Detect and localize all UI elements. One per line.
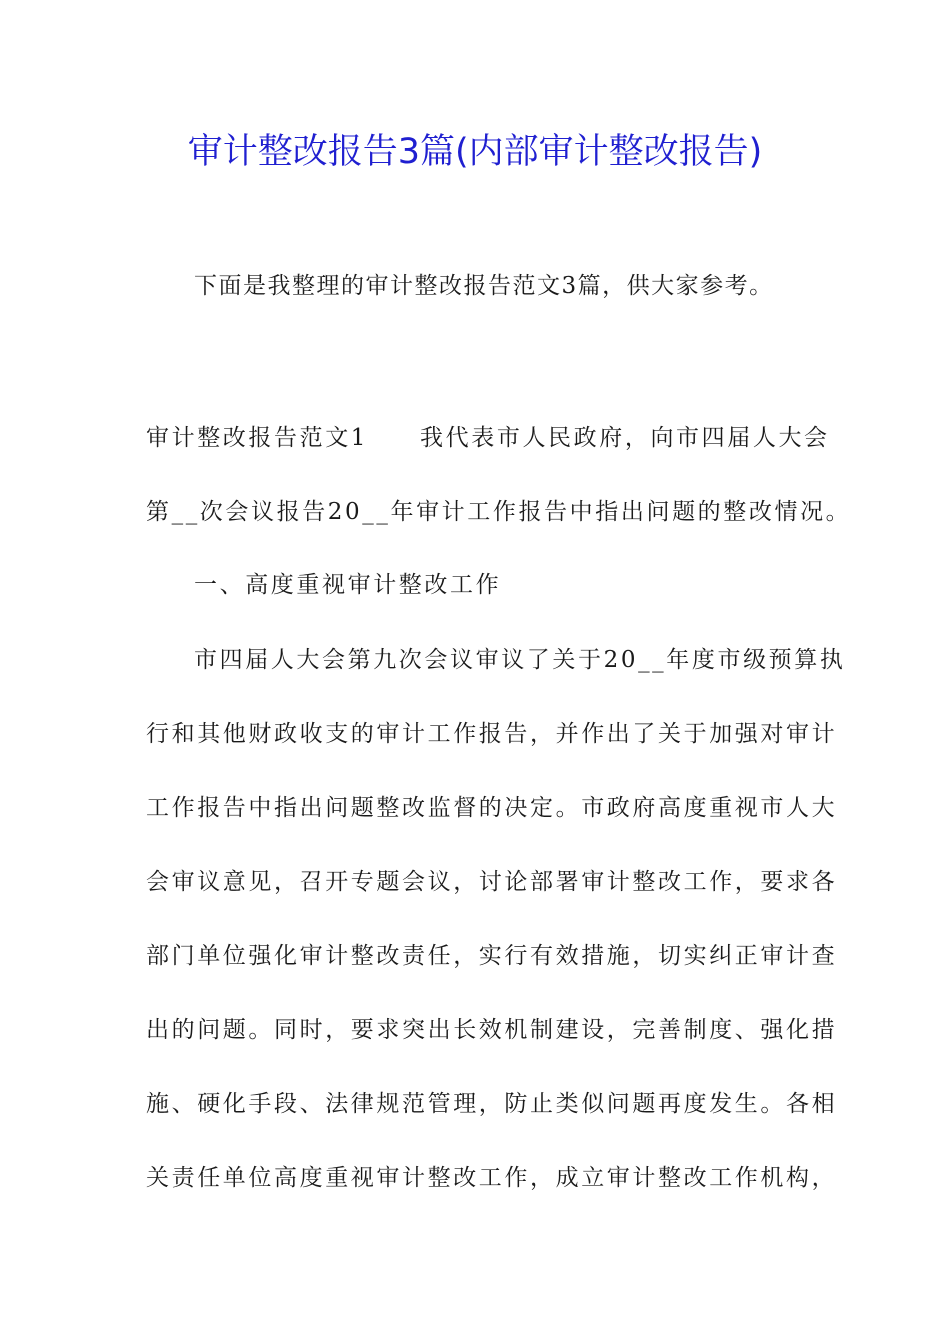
paragraph-2-line-3: 工作报告中指出问题整改监督的决定。市政府高度重视市人大 [146,795,838,821]
paragraph-2-line-5: 部门单位强化审计整改责任，实行有效措施，切实纠正审计查 [146,943,838,969]
section-heading: 一、高度重视审计整改工作 [194,572,502,598]
section-label: 审计整改报告范文1 [146,425,369,451]
intro-text: 下面是我整理的审计整改报告范文3篇，供大家参考。 [194,273,774,299]
paragraph-2-line-6: 出的问题。同时，要求突出长效机制建设，完善制度、强化措 [146,1017,838,1043]
paragraph-1-line-2: 第__次会议报告20__年审计工作报告中指出问题的整改情况。 [146,499,852,525]
paragraph-2-line-2: 行和其他财政收支的审计工作报告，并作出了关于加强对审计 [146,721,838,747]
paragraph-2-line-8: 关责任单位高度重视审计整改工作，成立审计整改工作机构， [146,1165,838,1191]
paragraph-1-line-1: 我代表市人民政府，向市四届人大会 [420,425,830,451]
section-line-1 [146,420,830,456]
document-title: 审计整改报告3篇(内部审计整改报告) [187,132,763,172]
paragraph-2-line-1: 市四届人大会第九次会议审议了关于20__年度市级预算执 [194,647,846,673]
paragraph-2-line-4: 会审议意见，召开专题会议，讨论部署审计整改工作，要求各 [146,869,838,895]
paragraph-2-line-7: 施、硬化手段、法律规范管理，防止类似问题再度发生。各相 [146,1091,838,1117]
